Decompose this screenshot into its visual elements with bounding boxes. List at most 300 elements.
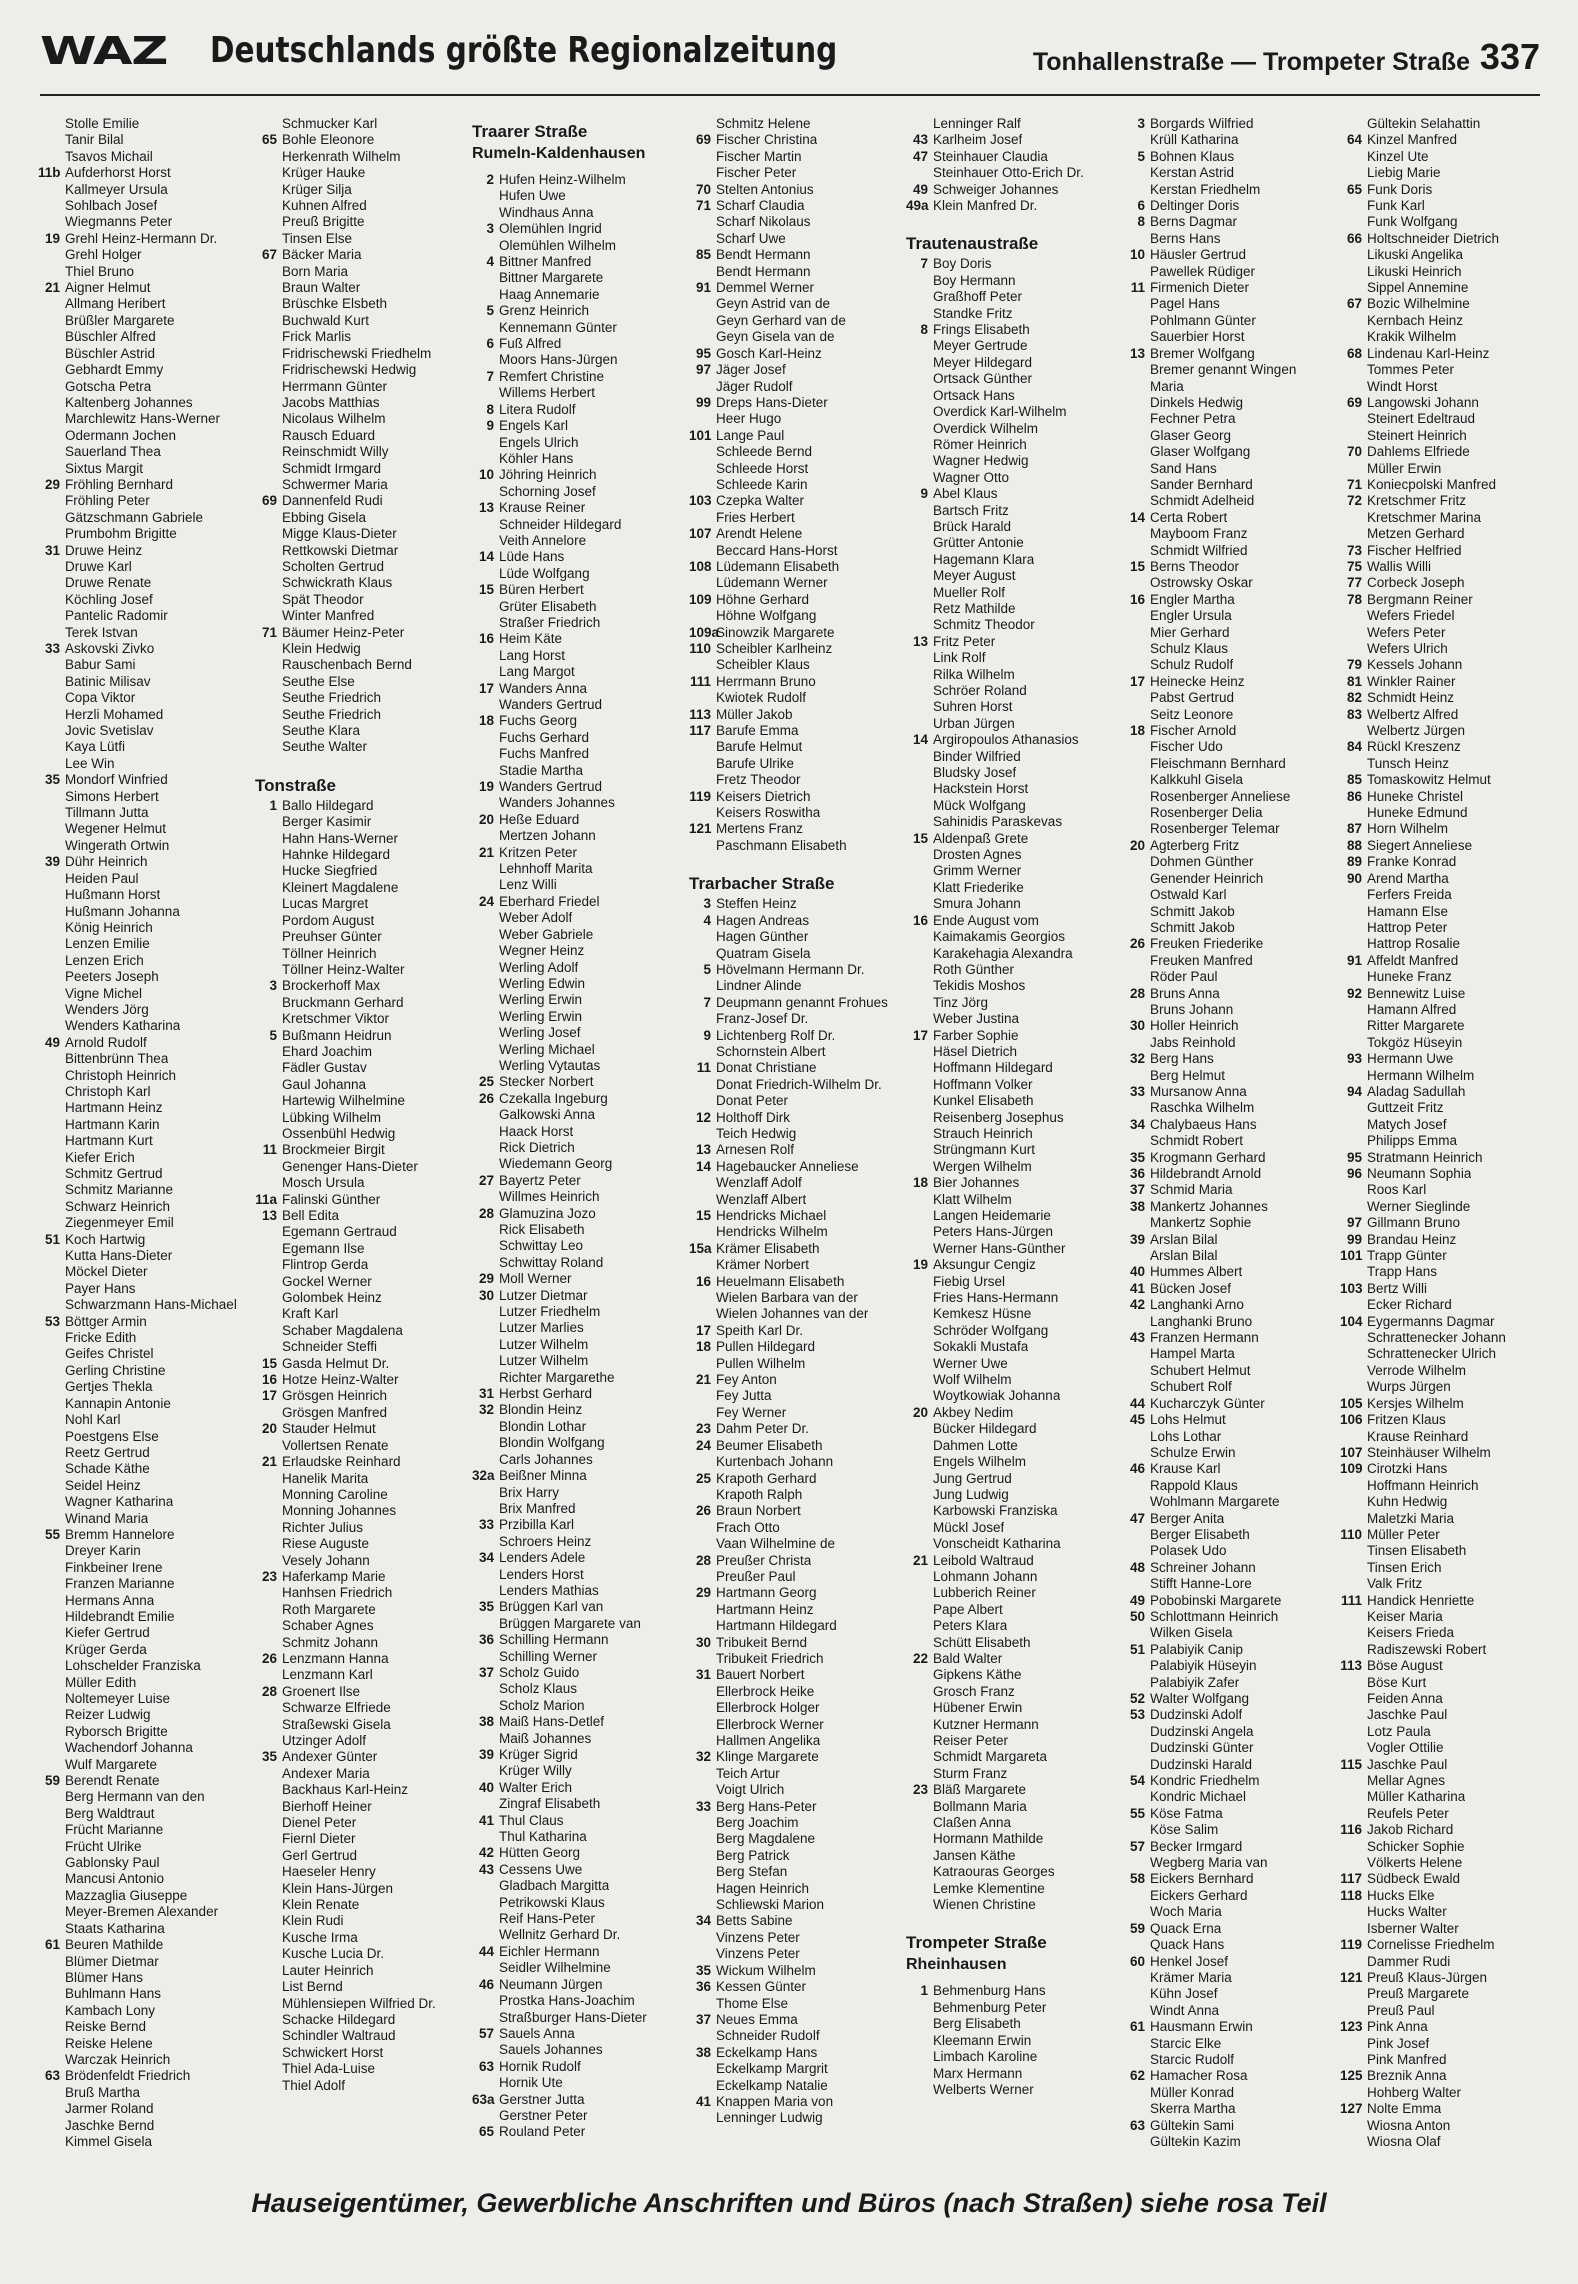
house-number: 103 — [1340, 1280, 1363, 1296]
resident-entry — [472, 1419, 689, 1435]
house-number — [906, 978, 933, 994]
resident-entry — [255, 1700, 472, 1716]
resident-name: Trapp Günter — [1367, 1248, 1447, 1264]
resident-entry — [472, 910, 689, 926]
resident-name: Schneider Rudolf — [716, 2028, 820, 2044]
resident-entry — [906, 1011, 1123, 1027]
house-number — [1340, 2036, 1367, 2052]
resident-name: Aksungur Cengiz — [933, 1257, 1036, 1273]
resident-name: Arnesen Rolf — [716, 1142, 795, 1158]
resident-name: Möckel Dieter — [65, 1264, 148, 1280]
resident-name: Bruns Anna — [1150, 985, 1220, 1001]
resident-entry — [1123, 1724, 1340, 1740]
resident-name: Lüdemann Werner — [716, 575, 828, 591]
resident-name: Kannapin Antonie — [65, 1395, 171, 1411]
house-number — [906, 1323, 933, 1339]
resident-entry — [255, 1011, 472, 1027]
house-number — [472, 877, 499, 893]
resident-name: Mückl Josef — [933, 1519, 1005, 1535]
house-number — [1340, 1429, 1367, 1445]
resident-entry — [689, 461, 906, 477]
resident-entry — [1123, 411, 1340, 427]
resident-name: Fischer Helfried — [1367, 542, 1462, 558]
resident-entry — [1123, 1986, 1340, 2002]
resident-entry — [38, 1133, 255, 1149]
resident-name: Jaschke Paul — [1367, 1756, 1448, 1772]
resident-entry — [255, 1799, 472, 1815]
resident-name: Wielen Barbara van der — [716, 1290, 858, 1306]
resident-entry — [472, 697, 689, 713]
resident-entry — [689, 428, 906, 444]
resident-entry — [1340, 2003, 1557, 2019]
house-number — [906, 1503, 933, 1519]
resident-name: Lenzen Emilie — [65, 936, 150, 952]
house-number — [906, 1208, 933, 1224]
house-number — [689, 1520, 716, 1536]
house-number — [255, 198, 282, 214]
resident-name: Windt Anna — [1150, 2002, 1220, 2018]
house-number — [38, 1724, 65, 1740]
house-number — [906, 798, 933, 814]
house-number — [38, 1478, 65, 1494]
resident-name: Feiden Anna — [1367, 1691, 1443, 1706]
resident-entry — [255, 575, 472, 591]
resident-entry — [906, 1028, 1123, 1044]
resident-entry — [38, 2085, 255, 2101]
house-number — [472, 861, 499, 877]
resident-name: Lohmann Johann — [933, 1568, 1038, 1584]
resident-name: Wagner Katharina — [65, 1494, 174, 1510]
resident-entry — [255, 1585, 472, 1601]
resident-entry — [1340, 1281, 1557, 1297]
house-number — [689, 1077, 716, 1093]
resident-name: Werling Michael — [499, 1041, 595, 1057]
house-number — [1340, 1855, 1367, 1871]
house-number — [255, 1175, 282, 1191]
resident-entry — [689, 1405, 906, 1421]
house-number — [1123, 132, 1150, 148]
resident-name: Firmenich Dieter — [1150, 280, 1250, 296]
resident-entry — [1123, 641, 1340, 657]
resident-entry — [1340, 1724, 1557, 1740]
house-number — [906, 388, 933, 404]
house-number: 17 — [261, 1388, 277, 1404]
resident-entry — [38, 772, 255, 788]
resident-entry — [1123, 1182, 1340, 1198]
resident-name: Reiske Helene — [65, 2035, 153, 2051]
resident-entry — [255, 214, 472, 230]
house-number: 15a — [689, 1240, 712, 1256]
house-number: 26 — [478, 1090, 494, 1106]
resident-entry — [689, 1274, 906, 1290]
house-number — [906, 617, 933, 633]
resident-entry — [472, 1911, 689, 1927]
resident-name: Schmitt Jakob — [1150, 903, 1235, 919]
resident-name: Thul Claus — [499, 1812, 564, 1828]
resident-entry — [689, 2110, 906, 2126]
resident-entry — [1340, 625, 1557, 641]
resident-name: Hohberg Walter — [1367, 2084, 1462, 2100]
resident-entry — [1340, 231, 1557, 247]
house-number: 23 — [695, 1421, 711, 1437]
resident-entry — [906, 1782, 1123, 1798]
resident-name: Mankertz Johannes — [1150, 1198, 1268, 1214]
house-number — [38, 1117, 65, 1133]
house-number — [906, 355, 933, 371]
resident-entry — [472, 352, 689, 368]
house-number — [472, 1681, 499, 1697]
resident-entry — [906, 2016, 1123, 2032]
house-number: 13 — [912, 633, 928, 649]
resident-entry — [472, 927, 689, 943]
resident-entry — [38, 1363, 255, 1379]
resident-entry — [472, 1567, 689, 1583]
house-number — [906, 1224, 933, 1240]
house-number — [38, 1789, 65, 1805]
resident-name: Lauter Heinrich — [282, 1962, 374, 1978]
resident-entry — [689, 1782, 906, 1798]
resident-entry — [1123, 132, 1340, 148]
resident-entry — [689, 608, 906, 624]
resident-entry — [255, 1388, 472, 1404]
house-number — [1340, 1675, 1367, 1691]
resident-entry — [38, 608, 255, 624]
resident-entry — [255, 847, 472, 863]
resident-entry — [38, 1068, 255, 1084]
resident-name: Hormann Mathilde — [933, 1831, 1044, 1847]
resident-name: Schwickrath Klaus — [282, 575, 393, 591]
house-number — [689, 231, 716, 247]
resident-name: Hampel Marta — [1150, 1346, 1235, 1362]
resident-name: Kaltenberg Johannes — [65, 394, 193, 410]
resident-entry — [1123, 1625, 1340, 1641]
resident-name: Köchling Josef — [65, 591, 153, 607]
resident-name: Kinzel Manfred — [1367, 132, 1458, 148]
resident-name: Tinsen Erich — [1367, 1559, 1442, 1575]
resident-name: Krämer Elisabeth — [716, 1240, 820, 1256]
house-number: 14 — [695, 1158, 711, 1174]
resident-name: Rauschenbach Bernd — [282, 657, 412, 673]
house-number — [689, 1405, 716, 1421]
house-number: 3 — [269, 978, 277, 994]
house-number: 35 — [695, 1962, 711, 1978]
resident-entry — [38, 477, 255, 493]
resident-name: Kimmel Gisela — [65, 2133, 153, 2149]
resident-entry — [689, 2012, 906, 2028]
resident-name: Straßer Friedrich — [499, 614, 601, 630]
house-number: 83 — [1346, 706, 1362, 722]
house-number — [1123, 608, 1150, 624]
resident-entry — [255, 880, 472, 896]
house-number — [472, 517, 499, 533]
resident-name: Boy Doris — [933, 256, 992, 272]
house-number — [1340, 608, 1367, 624]
resident-entry — [1340, 543, 1557, 559]
house-number — [689, 657, 716, 673]
resident-name: Donat Peter — [716, 1093, 789, 1109]
resident-name: Töllner Heinrich — [282, 945, 377, 961]
house-number — [906, 568, 933, 584]
house-number: 7 — [486, 368, 494, 384]
house-number: 36 — [1129, 1166, 1145, 1181]
resident-name: Kucharczyk Günter — [1150, 1395, 1265, 1411]
house-number — [472, 385, 499, 401]
resident-name: Scholz Marion — [499, 1697, 585, 1713]
resident-entry — [255, 1356, 472, 1372]
resident-entry — [1123, 657, 1340, 673]
resident-entry — [906, 2000, 1123, 2016]
house-number — [689, 510, 716, 526]
resident-entry — [1340, 838, 1557, 854]
street-heading: Tonstraße — [255, 775, 336, 795]
house-number — [255, 1930, 282, 1946]
house-number: 99 — [695, 394, 711, 410]
resident-entry — [1340, 920, 1557, 936]
resident-entry — [1123, 1658, 1340, 1674]
resident-name: Hütten Georg — [499, 1845, 581, 1861]
house-number — [38, 1576, 65, 1592]
resident-name: Hartmann Hildegard — [716, 1618, 837, 1634]
resident-entry — [1123, 789, 1340, 805]
resident-name: Mazzaglia Giuseppe — [65, 1887, 188, 1903]
resident-name: Thiel Adolf — [282, 2077, 346, 2093]
resident-name: König Heinrich — [65, 919, 153, 935]
resident-name: Mancusi Antonio — [65, 1871, 165, 1887]
house-number — [906, 1306, 933, 1322]
resident-entry — [472, 1222, 689, 1238]
house-number: 63 — [44, 2068, 60, 2084]
resident-name: Monning Caroline — [282, 1486, 388, 1502]
resident-entry — [38, 493, 255, 509]
street-gap — [906, 1913, 1123, 1927]
resident-entry — [255, 1060, 472, 1076]
resident-entry — [255, 1536, 472, 1552]
house-number — [38, 1871, 65, 1887]
resident-entry — [689, 1241, 906, 1257]
street-heading: Trautenaustraße — [906, 234, 1039, 254]
resident-entry — [38, 1018, 255, 1034]
resident-entry — [1340, 986, 1557, 1002]
resident-name: Schaber Agnes — [282, 1618, 374, 1634]
house-number — [906, 699, 933, 715]
house-number — [38, 1264, 65, 1280]
house-number — [255, 1241, 282, 1257]
house-number — [472, 763, 499, 779]
resident-name: Brüßler Margarete — [65, 312, 175, 328]
resident-name: Schade Käthe — [65, 1461, 150, 1477]
house-number: 23 — [912, 1782, 928, 1798]
house-number: 21 — [44, 280, 60, 296]
house-number: 37 — [1129, 1182, 1145, 1198]
house-number — [689, 575, 716, 591]
house-number — [1123, 625, 1150, 641]
resident-name: Schmidt Irmgard — [282, 460, 382, 476]
resident-entry — [689, 1192, 906, 1208]
resident-entry — [1123, 1461, 1340, 1477]
house-number — [689, 296, 716, 312]
house-number — [1123, 1527, 1150, 1543]
resident-entry — [689, 247, 906, 263]
house-number — [1123, 1445, 1150, 1461]
resident-name: Stifft Hanne-Lore — [1150, 1576, 1252, 1592]
house-number — [906, 1700, 933, 1716]
resident-entry — [906, 198, 1123, 214]
resident-name: Freuken Manfred — [1150, 952, 1253, 968]
resident-name: Jacobs Matthias — [282, 394, 380, 410]
resident-name: Berns Hans — [1150, 230, 1221, 246]
house-number: 61 — [1129, 2019, 1145, 2035]
resident-entry — [1340, 346, 1557, 362]
resident-name: Glaser Georg — [1150, 427, 1232, 443]
resident-name: Kerstan Astrid — [1150, 165, 1235, 181]
house-number — [1340, 1117, 1367, 1133]
resident-name: Backhaus Karl-Heinz — [282, 1782, 409, 1798]
resident-name: Groenert Ilse — [282, 1683, 361, 1699]
resident-entry — [689, 1831, 906, 1847]
resident-entry — [1340, 723, 1557, 739]
resident-name: Jaschke Bernd — [65, 2117, 155, 2133]
resident-entry — [906, 1192, 1123, 1208]
resident-name: Behmenburg Peter — [933, 1999, 1047, 2015]
house-number: 41 — [478, 1812, 494, 1828]
resident-entry — [472, 681, 689, 697]
resident-name: Wenzlaff Adolf — [716, 1175, 802, 1191]
resident-name: Heuelmann Elisabeth — [716, 1273, 845, 1289]
resident-name: Eichler Hermann — [499, 1943, 600, 1959]
house-number — [38, 559, 65, 575]
resident-entry — [472, 451, 689, 467]
house-number — [38, 1593, 65, 1609]
resident-name: Sohlbach Josef — [65, 198, 158, 214]
resident-name: Südbeck Ewald — [1367, 1871, 1461, 1887]
resident-name: Huneke Edmund — [1367, 805, 1468, 821]
resident-name: Nicolaus Wilhelm — [282, 411, 386, 427]
resident-entry — [38, 1396, 255, 1412]
resident-name: Bendt Hermann — [716, 247, 811, 263]
resident-entry — [906, 1454, 1123, 1470]
house-number — [38, 1166, 65, 1182]
resident-entry — [38, 1757, 255, 1773]
resident-entry — [255, 1913, 472, 1929]
house-number: 44 — [1129, 1395, 1145, 1411]
resident-entry — [906, 256, 1123, 272]
resident-name: Seidler Wilhelmine — [499, 1960, 611, 1976]
resident-name: Jaschke Paul — [1367, 1707, 1448, 1723]
resident-name: Ecker Richard — [1367, 1297, 1452, 1313]
resident-name: Mück Wolfgang — [933, 797, 1026, 813]
resident-entry — [1123, 2068, 1340, 2084]
resident-entry — [689, 313, 906, 329]
house-number: 97 — [695, 362, 711, 378]
house-number — [1123, 1658, 1150, 1674]
house-number — [472, 188, 499, 204]
house-number — [38, 1379, 65, 1395]
resident-name: Fries Hans-Hermann — [933, 1290, 1059, 1306]
resident-name: Wegberg Maria van — [1150, 1855, 1268, 1871]
house-number — [255, 1159, 282, 1175]
resident-entry — [906, 667, 1123, 683]
resident-entry — [906, 1175, 1123, 1191]
house-number — [38, 1297, 65, 1313]
house-number — [906, 2016, 933, 2032]
resident-name: Hartmann Heinz — [716, 1601, 814, 1617]
house-number — [1123, 1068, 1150, 1084]
resident-entry — [255, 1864, 472, 1880]
house-number — [1340, 887, 1367, 903]
house-number — [1340, 526, 1367, 542]
resident-name: Glaser Wolfgang — [1150, 444, 1251, 460]
resident-entry — [255, 1569, 472, 1585]
resident-name: Paschmann Elisabeth — [716, 837, 847, 853]
resident-name: Herrmann Günter — [282, 378, 388, 394]
house-number: 43 — [912, 132, 928, 148]
house-number — [472, 1993, 499, 2009]
resident-entry — [689, 182, 906, 198]
page-header — [40, 22, 1540, 92]
directory-column — [255, 116, 472, 2176]
resident-name: Geyn Astrid van de — [716, 296, 831, 312]
resident-entry — [1340, 2118, 1557, 2134]
resident-entry — [689, 1110, 906, 1126]
resident-name: Skerra Martha — [1150, 2101, 1236, 2117]
house-number — [1123, 1970, 1150, 1986]
resident-entry — [1123, 1888, 1340, 1904]
house-number: 107 — [689, 526, 712, 542]
house-number — [906, 1749, 933, 1765]
resident-entry — [38, 1855, 255, 1871]
house-number — [906, 1635, 933, 1651]
resident-entry — [255, 1372, 472, 1388]
resident-entry — [689, 1733, 906, 1749]
house-number: 40 — [478, 1779, 494, 1795]
resident-entry — [1340, 1593, 1557, 1609]
house-number — [472, 648, 499, 664]
resident-name: Schneider Steffi — [282, 1339, 378, 1355]
resident-entry — [1123, 1921, 1340, 1937]
house-number — [38, 198, 65, 214]
resident-entry — [255, 1946, 472, 1962]
resident-entry — [255, 1077, 472, 1093]
resident-name: Winand Maria — [65, 1510, 149, 1526]
house-number — [906, 1881, 933, 1897]
resident-name: Ferfers Freida — [1367, 887, 1452, 903]
resident-name: Berg Joachim — [716, 1815, 799, 1831]
resident-entry — [255, 1274, 472, 1290]
resident-entry — [1123, 1330, 1340, 1346]
resident-name: Fey Jutta — [716, 1388, 772, 1404]
house-number — [255, 1864, 282, 1880]
resident-name: Lohs Lothar — [1150, 1428, 1222, 1444]
resident-name: Przibilla Karl — [499, 1517, 575, 1533]
resident-name: Hufen Heinz-Wilhelm — [499, 172, 626, 187]
resident-entry — [1123, 231, 1340, 247]
resident-entry — [689, 543, 906, 559]
house-number: 16 — [478, 631, 494, 647]
resident-name: Werner Sieglinde — [1367, 1198, 1471, 1214]
resident-entry — [689, 772, 906, 788]
house-number: 2 — [486, 172, 494, 187]
resident-entry — [1340, 1412, 1557, 1428]
house-number — [472, 828, 499, 844]
house-number — [38, 789, 65, 805]
resident-name: Lindner Alinde — [716, 978, 802, 994]
resident-entry — [472, 467, 689, 483]
house-number — [689, 477, 716, 493]
resident-name: Wingerath Ortwin — [65, 837, 170, 853]
house-number: 107 — [1340, 1444, 1363, 1460]
house-number — [255, 831, 282, 847]
resident-name: Schrattenecker Johann — [1367, 1330, 1506, 1346]
